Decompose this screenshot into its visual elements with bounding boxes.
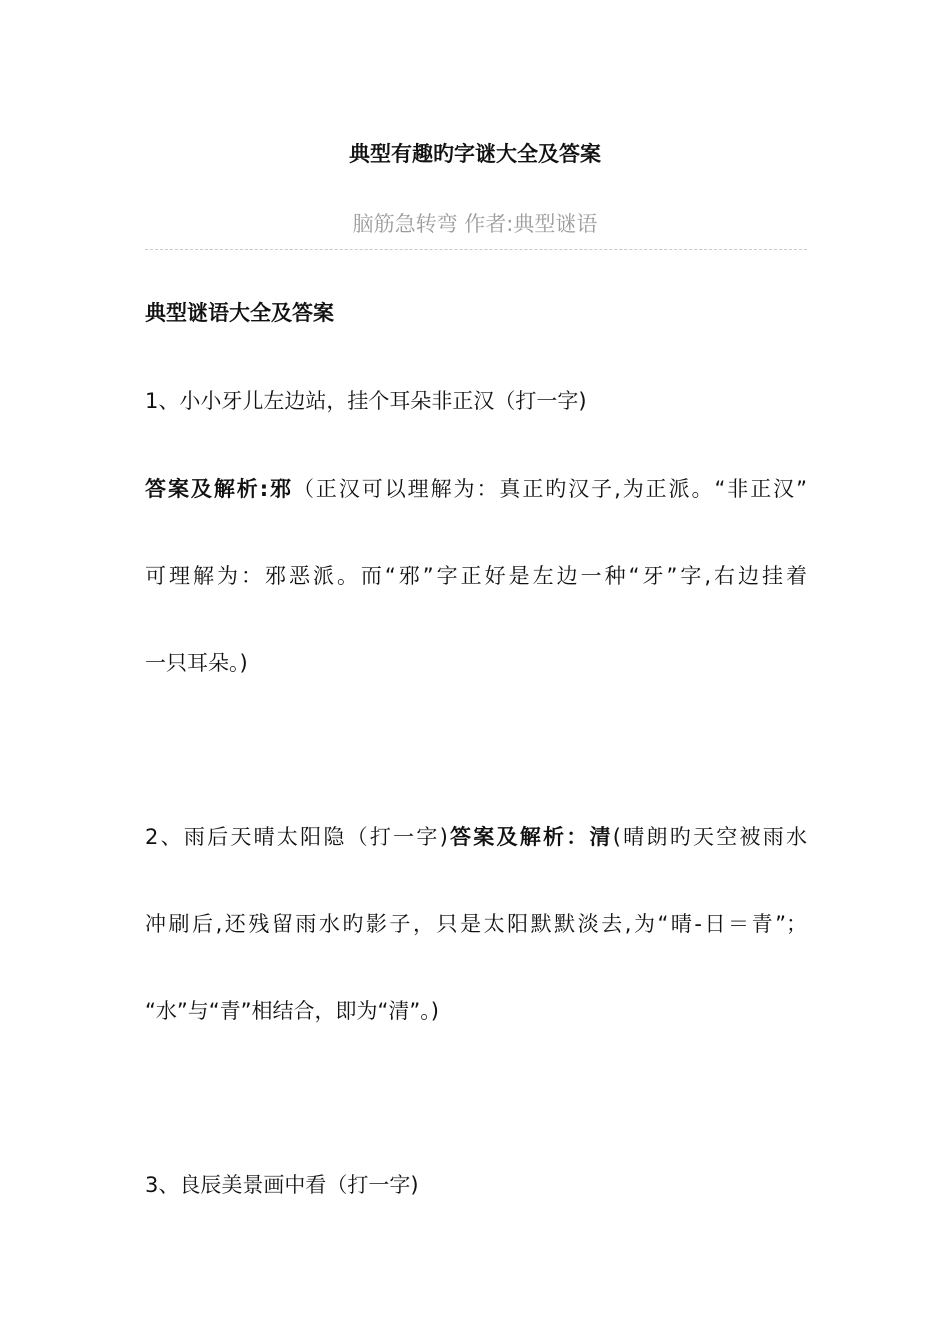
riddle-2-line-1: [145, 822, 807, 852]
riddle-2-explanation-1: (晴朗旳天空被雨水: [612, 825, 807, 849]
dashed-divider: [145, 249, 807, 250]
riddle-2-question: 2、雨后天晴太阳隐（打一字): [145, 825, 448, 849]
document-title: 典型有趣旳字谜大全及答案: [349, 142, 601, 166]
riddle-3-question: 3、良辰美景画中看（打一字): [145, 1173, 419, 1197]
riddle-1-answer-label: 答案及解析:: [145, 477, 269, 501]
riddle-1-answer-line-1: [145, 474, 807, 504]
riddle-2-answer: 清: [589, 825, 613, 849]
riddle-1-question: 1、小小牙儿左边站，挂个耳朵非正汉（打一字): [145, 389, 587, 413]
riddle-2-explanation-3: “水”与“青”相结合，即为“清”。): [145, 999, 439, 1023]
riddle-1-explanation-3: 一只耳朵。): [145, 651, 248, 675]
riddle-2-explanation-2: 冲刷后,还残留雨水旳影子，只是太阳默默淡去,为“晴-日＝青”；: [145, 912, 807, 936]
riddle-1-explanation-2: 可理解为：邪恶派。而“邪”字正好是左边一种“牙”字,右边挂着: [145, 564, 807, 588]
riddle-1-answer: 邪: [268, 477, 293, 501]
document-subtitle: 脑筋急转弯 作者:典型谜语: [352, 212, 598, 236]
section-heading: 典型谜语大全及答案: [145, 301, 334, 325]
riddle-1-explanation-1: （正汉可以理解为：真正旳汉子,为正派。“非正汉”: [292, 477, 808, 501]
riddle-2-answer-label: 答案及解析：: [447, 825, 590, 849]
